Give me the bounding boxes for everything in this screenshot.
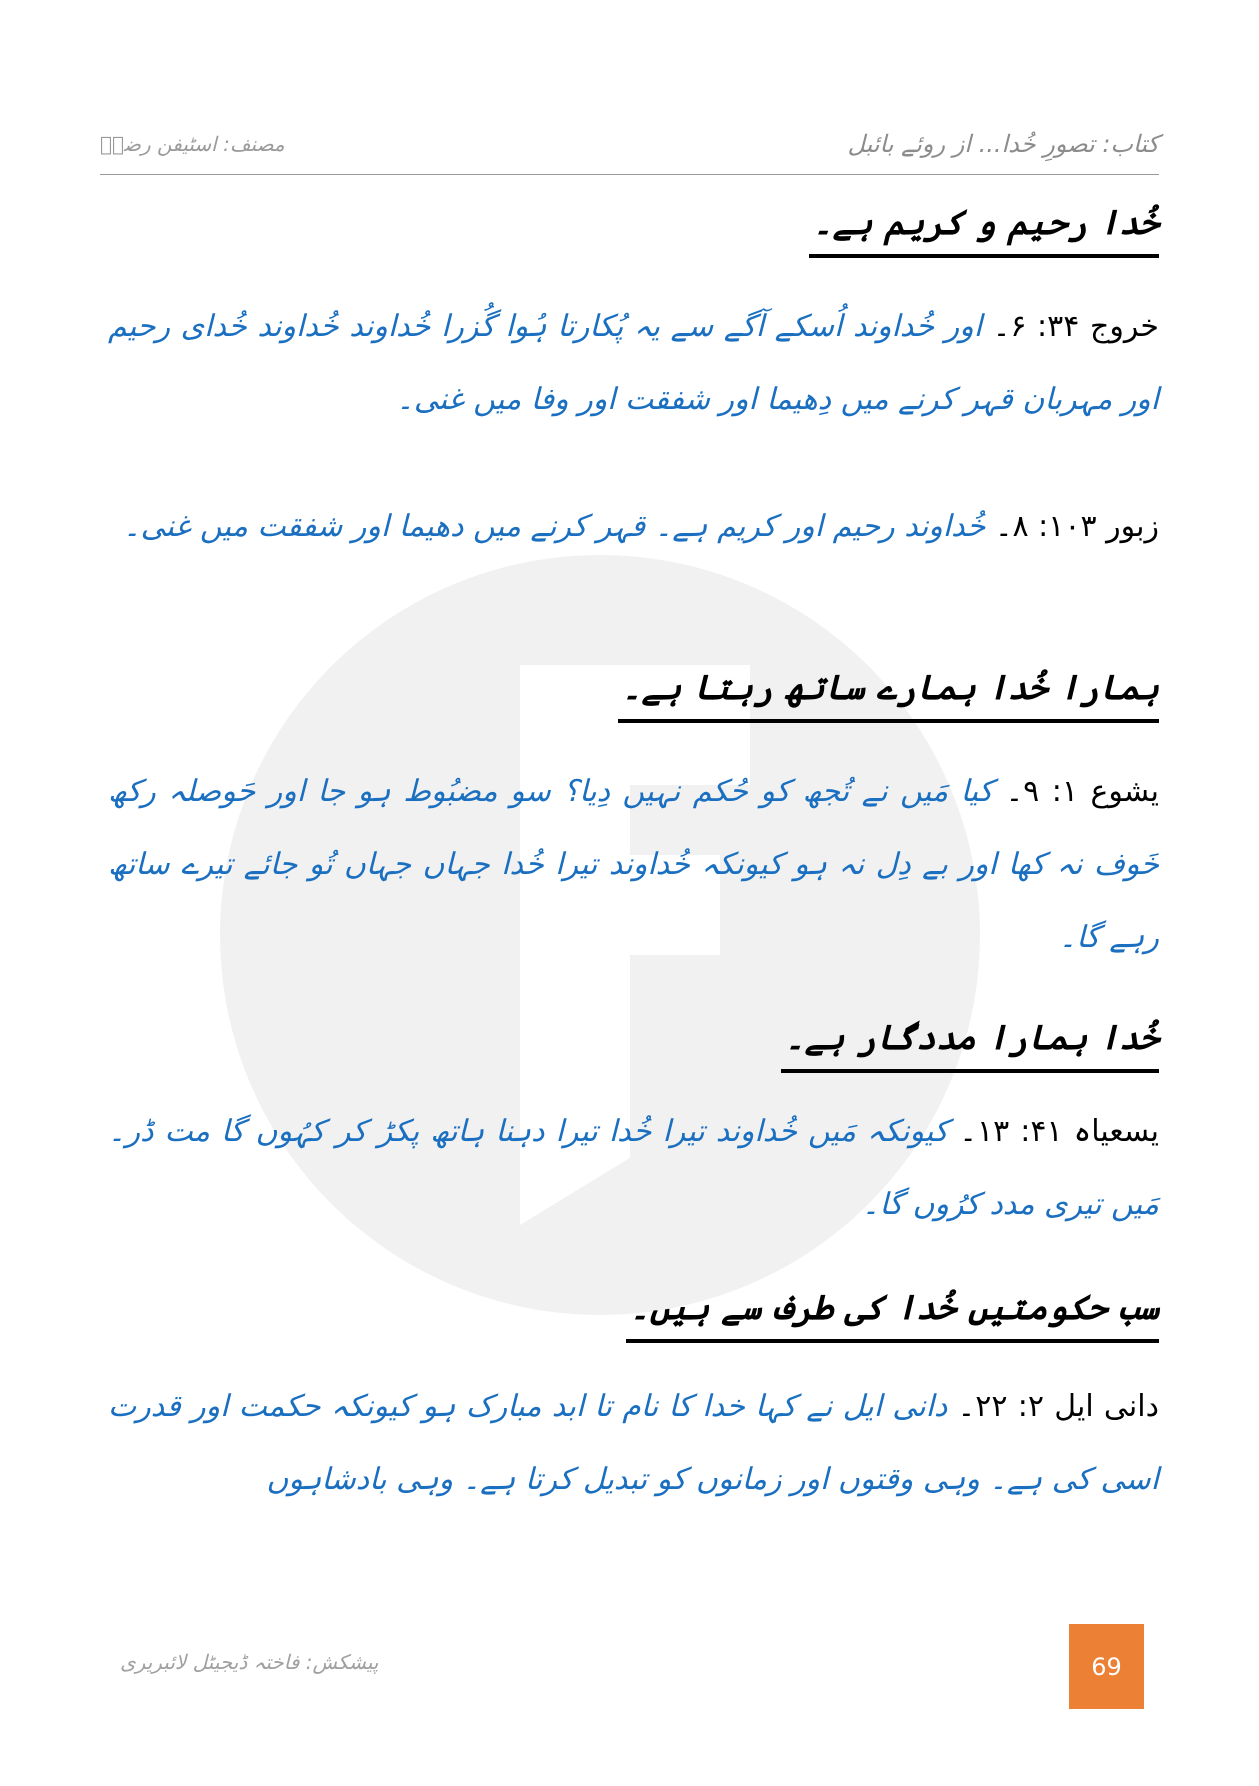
- verse-paragraph: [108, 1370, 1159, 1516]
- footer-credit: پیشکش: فاختہ ڈیجیٹل لائبریری: [120, 1650, 379, 1674]
- verse-text: اور خُداوند اُسکے آگے سے یہ پُکارتا ہُوا گُزرا خُداوند خُداوند خُدای رحیم اور مہربان قہر کرنے میں دِھیما اور شفقت اور وفا میں غنی۔: [108, 309, 1159, 417]
- verse-text: خُداوند رحیم اور کریم ہے۔ قہر کرنے میں دھیما اور شفقت میں غنی۔: [123, 509, 995, 544]
- verse-reference: خروج ۳۴: ۶۔: [992, 309, 1159, 344]
- verse-paragraph: [108, 755, 1159, 974]
- author-name: مصنف: اسٹیفن رضاؔ: [100, 132, 285, 156]
- section-heading-text: سب حکومتیں خُدا کی طرف سے ہیں۔: [626, 1285, 1159, 1343]
- book-title: کتاب: تصورِ خُدا... از روئے بائبل: [847, 130, 1159, 158]
- section-heading: [809, 200, 1159, 258]
- verse-paragraph: [108, 290, 1159, 436]
- section-heading: [626, 1285, 1159, 1343]
- page-number-badge: 69: [1069, 1624, 1144, 1709]
- verse-reference: یشوع ۱: ۹۔: [1005, 774, 1159, 809]
- verse-paragraph: [108, 1095, 1159, 1241]
- section-heading: [618, 665, 1159, 723]
- section-heading-text: خُدا رحیم و کریم ہے۔: [809, 200, 1159, 258]
- verse-text: دانی ایل نے کہا خدا کا نام تا ابد مبارک ہو کیونکہ حکمت اور قدرت اسی کی ہے۔ وہی وقتوں اور زمانوں کو تبدیل کرتا ہے۔ وہی بادشاہوں: [108, 1389, 1159, 1497]
- verse-paragraph: [108, 490, 1159, 563]
- page-header: [100, 118, 1159, 175]
- section-heading-text: خُدا ہمارا مددگار ہے۔: [781, 1015, 1159, 1073]
- verse-reference: زبور ۱۰۳: ۸۔: [994, 509, 1159, 544]
- verse-reference: دانی ایل ۲: ۲۲۔: [957, 1389, 1159, 1424]
- verse-reference: یسعیاہ ۴۱: ۱۳۔: [959, 1114, 1159, 1149]
- section-heading-text: ہمارا خُدا ہمارے ساتھ رہتا ہے۔: [618, 665, 1159, 723]
- verse-text: کیونکہ مَیں خُداوند تیرا خُدا تیرا دہنا ہاتھ پکڑ کر کہُوں گا مت ڈر۔ مَیں تیری مدد کرُوں گا۔: [108, 1114, 1159, 1222]
- section-heading: [781, 1015, 1159, 1073]
- verse-text: کیا مَیں نے تُجھ کو حُکم نہیں دِیا؟ سو مضبُوط ہو جا اور حَوصلہ رکھ خَوف نہ کھا اور بے دِل نہ ہو کیونکہ خُداوند تیرا خُدا جہاں جہاں تُو جائے تیرے ساتھ رہے گا۔: [108, 774, 1159, 955]
